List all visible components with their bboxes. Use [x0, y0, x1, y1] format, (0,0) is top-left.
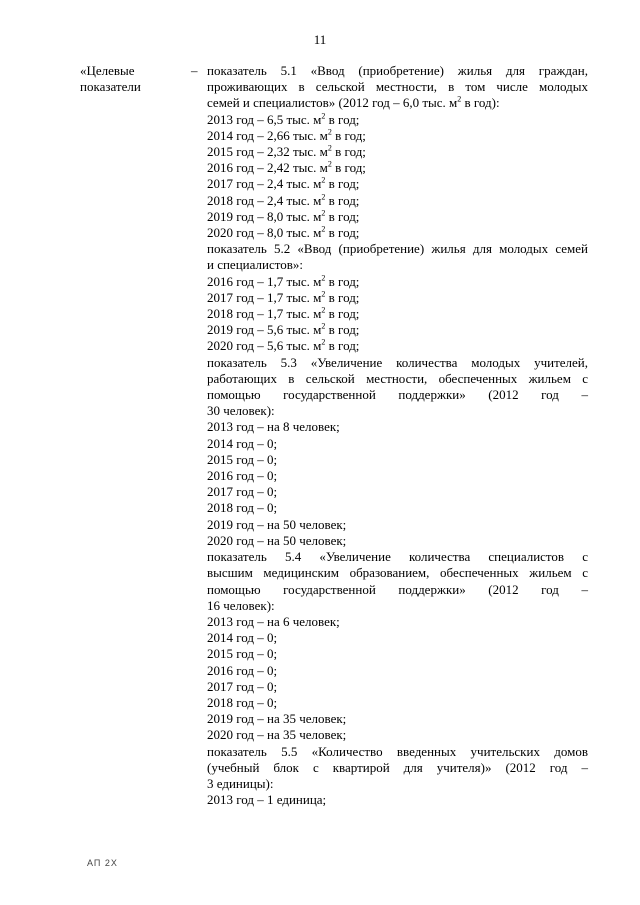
text-line: работающих в сельской местности, обеспеченных жильем с [207, 370, 588, 386]
text-line: 2014 год – 2,66 тыс. $м^2$ в год; [207, 127, 366, 143]
text-line: 2019 год – на 50 человек; [207, 516, 347, 532]
text-line: 2017 год – 1,7 тыс. $м^2$ в год; [207, 289, 360, 305]
text-line: 2017 год – 0; [207, 484, 278, 500]
text-line: показатель 5.2 «Ввод (приобретение) жилья для молодых семей [207, 241, 588, 257]
text-line: проживающих в сельской местности, в том числе молодых [207, 79, 588, 95]
text-line: показатель 5.4 «Увеличение количества специалистов с [207, 549, 588, 565]
text-line: 2013 год – на 6 человек; [207, 613, 340, 629]
text-line: 2016 год – 0; [207, 662, 278, 678]
text-line: 2020 год – 8,0 тыс. $м^2$ в год; [207, 224, 360, 241]
text-line: 2019 год – 8,0 тыс. $м^2$ в год; [207, 208, 360, 224]
text-line: показатель 5.1 «Ввод (приобретение) жилья для граждан, [207, 63, 588, 78]
text-line: 2013 год – на 8 человек; [207, 419, 340, 435]
text-line: 2015 год – 0; [207, 451, 278, 467]
text-line: 2020 год – на 35 человек; [207, 727, 347, 743]
text-line: 2013 год – 1 единица; [207, 792, 327, 808]
text-line: 2019 год – на 35 человек; [207, 711, 347, 727]
page-number: 11 [313, 32, 327, 47]
text-line: 2017 год – 0; [207, 678, 278, 694]
text-line: 2015 год – 2,32 тыс. $м^2$ в год; [207, 143, 366, 160]
text-line: 2016 год – 0; [207, 468, 278, 484]
text-line: 30 человек): [207, 403, 275, 419]
text-line: 2016 год – 2,42 тыс. $м^2$ в год; [207, 159, 366, 176]
section-label-line-1: «Целевые [80, 63, 135, 78]
text-line: 2018 год – 0; [207, 500, 278, 516]
text-line: 2015 год – 0; [207, 646, 278, 662]
footer-mark: АП 2Х [87, 858, 118, 868]
text-line: 2020 год – 5,6 тыс. $м^2$ в год; [207, 338, 360, 354]
text-line: 2013 год – 6,5 тыс. $м^2$ в год; [207, 111, 360, 127]
list-dash: – [191, 63, 198, 78]
section-label [80, 63, 190, 95]
text-line: 2014 год – 0; [207, 630, 278, 646]
text-line: 2018 год – 0; [207, 694, 278, 710]
text-line: помощью государственной поддержки» (2012 год – [207, 581, 588, 597]
text-line: помощью государственной поддержки» (2012 год – [207, 387, 588, 403]
text-line: и специалистов»: [207, 257, 303, 273]
text-line: (учебный блок с квартирой для учителя)» (2012 год – [207, 759, 588, 775]
text-line: 2018 год – 2,4 тыс. $м^2$ в год; [207, 192, 360, 208]
text-line: высшим медицинским образованием, обеспеченных жильем с [207, 565, 588, 581]
text-line: 2018 год – 1,7 тыс. $м^2$ в год; [207, 305, 360, 322]
indicators-text [207, 63, 588, 808]
text-line: 2017 год – 2,4 тыс. $м^2$ в год; [207, 176, 360, 192]
text-line: семей и специалистов» (2012 год – 6,0 тыс. $м^2$ в год): [207, 95, 500, 111]
text-line: 2020 год – на 50 человек; [207, 532, 347, 548]
text-line: 2014 год – 0; [207, 435, 278, 451]
section-label-line-2: показатели [80, 79, 141, 95]
text-line: показатель 5.3 «Увеличение количества молодых учителей, [207, 354, 588, 370]
text-line: 3 единицы): [207, 775, 274, 791]
text-line: 2016 год – 1,7 тыс. $м^2$ в год; [207, 273, 360, 289]
text-line: показатель 5.5 «Количество введенных учительских домов [207, 743, 588, 759]
text-line: 16 человек): [207, 597, 275, 613]
text-line: 2019 год – 5,6 тыс. $м^2$ в год; [207, 321, 360, 338]
